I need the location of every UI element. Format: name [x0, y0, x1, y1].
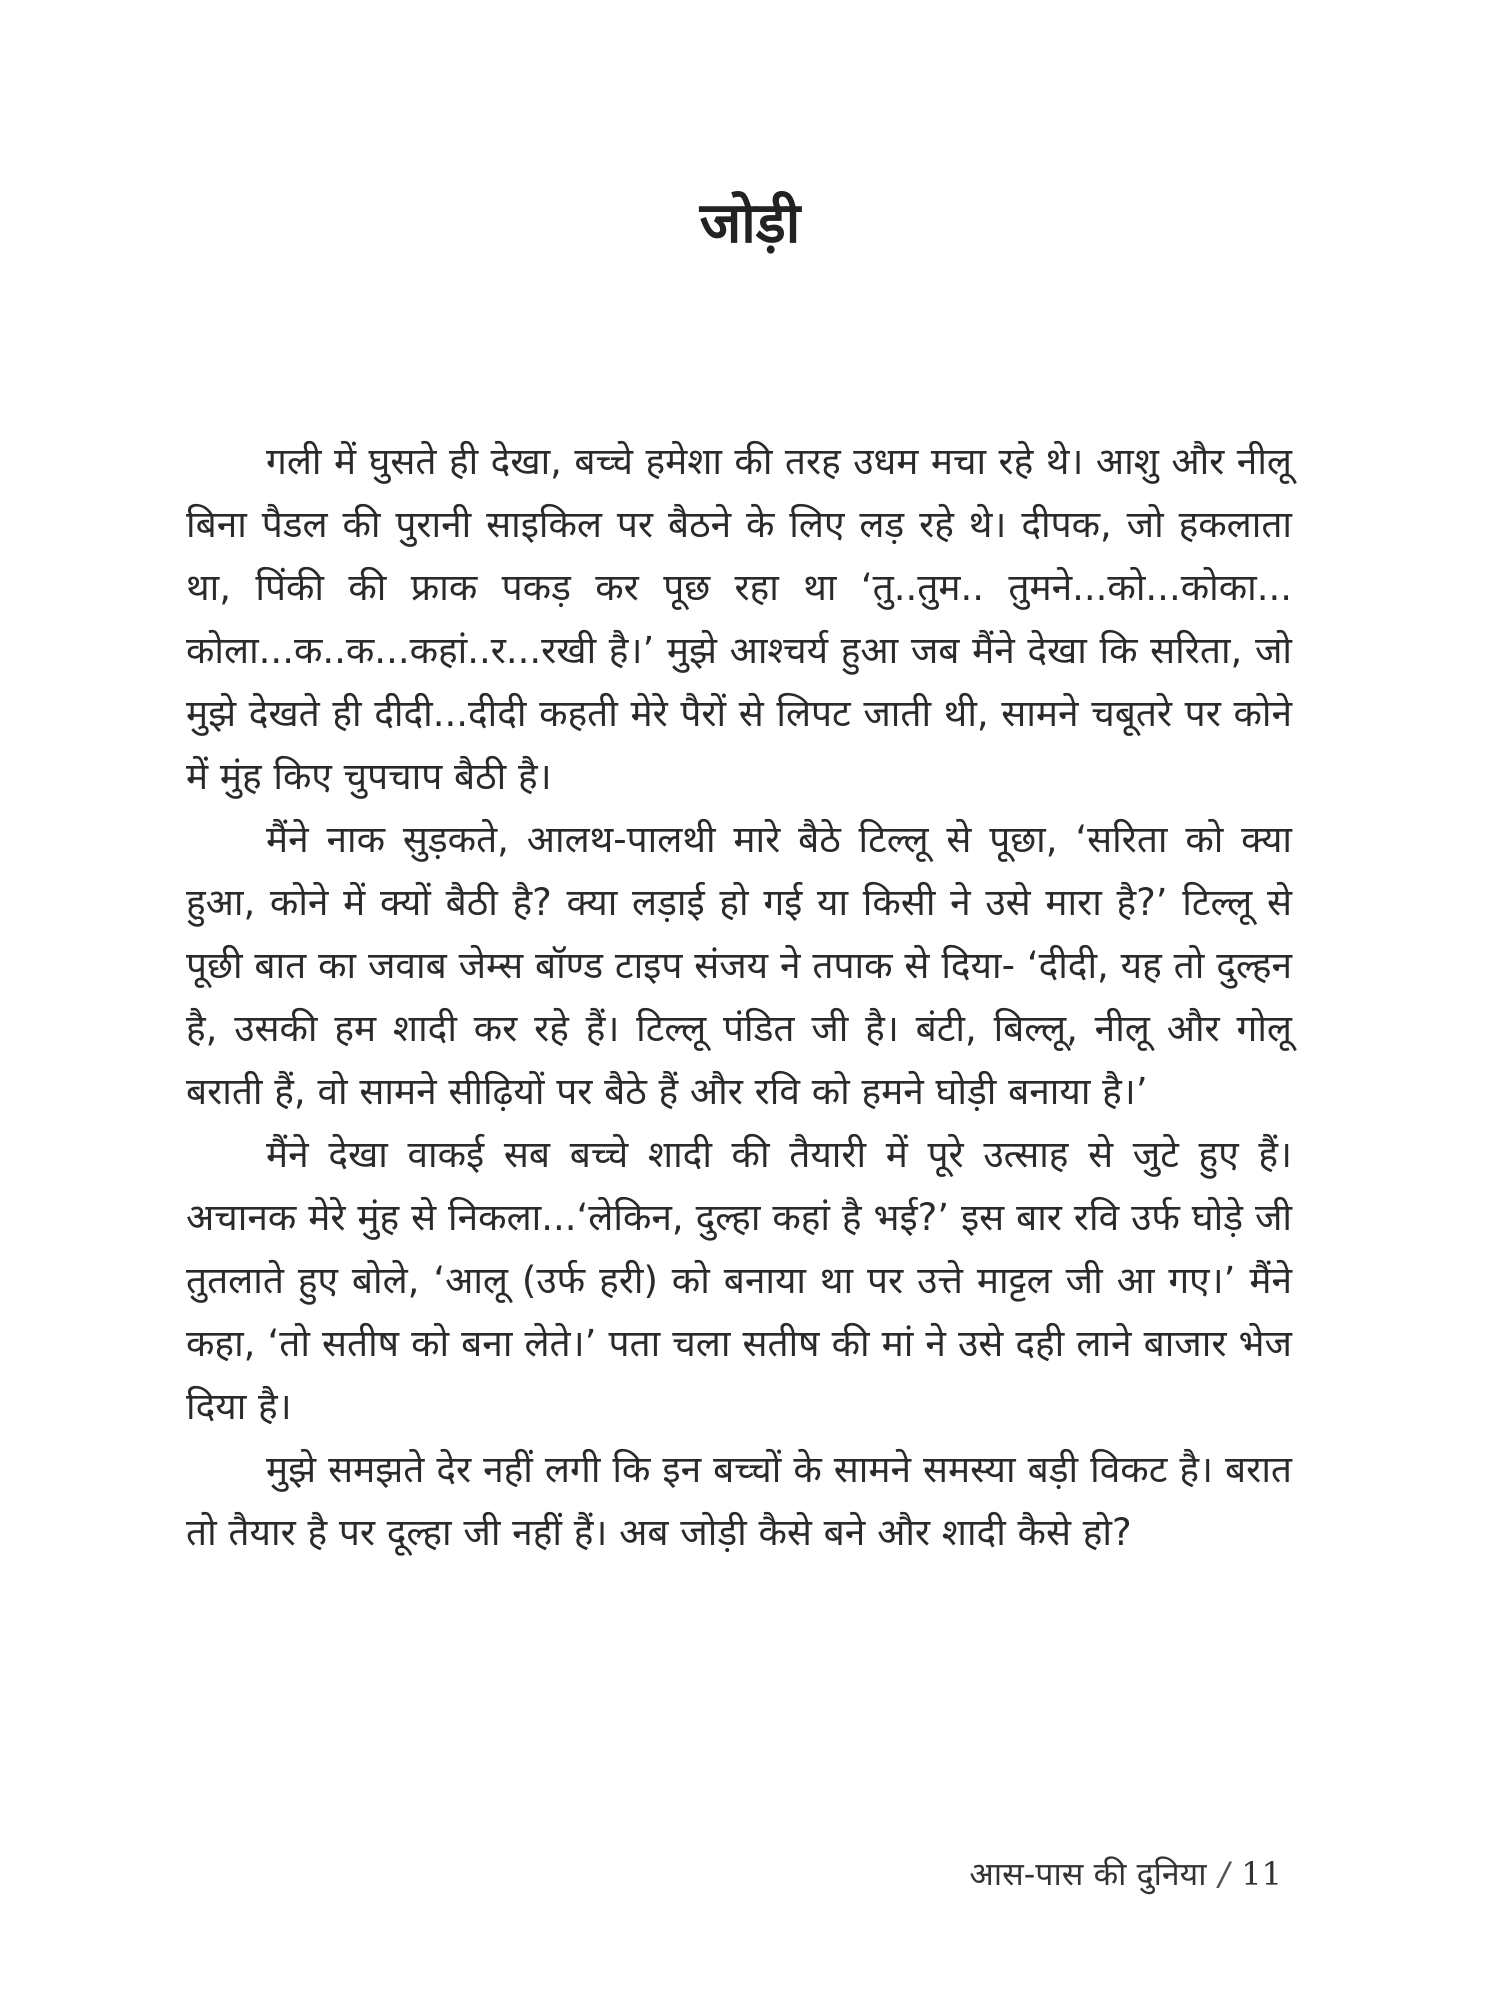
footer-separator: / [1218, 1855, 1230, 1893]
book-title: आस-पास की दुनिया [969, 1855, 1207, 1893]
paragraph-1: गली में घुसते ही देखा, बच्चे हमेशा की तरह उधम मचा रहे थे। आशु और नीलू बिना पैडल की पुरानी साइकिल पर बैठने के लिए लड़ रहे थे। दीपक, जो हकलाता था, पिंकी की फ्राक पकड़ कर पूछ रहा था ‘तु..तुम.. तुमने...को...कोका... कोला...क..क...कहां..र...रखी है।’ मुझे आश्चर्य हुआ जब मैंने देखा कि सरिता, जो मुझे देखते ही दीदी...दीदी कहती मेरे पैरों से लिपट जाती थी, सामने चबूतरे पर कोने में मुंह किए चुपचाप बैठी है। [186, 440, 1292, 798]
paragraph-2: मैंने नाक सुड़कते, आलथ-पालथी मारे बैठे टिल्लू से पूछा, ‘सरिता को क्या हुआ, कोने में क्यों बैठी है? क्या लड़ाई हो गई या किसी ने उसे मारा है?’ टिल्लू से पूछी बात का जवाब जेम्स बॉण्ड टाइप संजय ने तपाक से दिया- ‘दीदी, यह तो दुल्हन है, उसकी हम शादी कर रहे हैं। टिल्लू पंडित जी है। बंटी, बिल्लू, नीलू और गोलू बराती हैं, वो सामने सीढ़ियों पर बैठे हैं और रवि को हमने घोड़ी बनाया है।’ [186, 818, 1292, 1113]
paragraph-4: मुझे समझते देर नहीं लगी कि इन बच्चों के सामने समस्या बड़ी विकट है। बरात तो तैयार है पर दूल्हा जी नहीं हैं। अब जोड़ी कैसे बने और शादी कैसे हो? [186, 1448, 1292, 1554]
story-text [186, 430, 1292, 1564]
chapter-title: जोड़ी [699, 191, 801, 256]
page-footer [969, 1852, 1282, 1896]
page-number: 11 [1241, 1855, 1282, 1893]
paragraph-3: मैंने देखा वाकई सब बच्चे शादी की तैयारी में पूरे उत्साह से जुटे हुए हैं। अचानक मेरे मुंह से निकला...‘लेकिन, दुल्हा कहां है भई?’ इस बार रवि उर्फ घोड़े जी तुतलाते हुए बोले, ‘आलू (उर्फ हरी) को बनाया था पर उत्ते माट्टल जी आ गए।’ मैंने कहा, ‘तो सतीष को बना लेते।’ पता चला सतीष की मां ने उसे दही लाने बाजार भेज दिया है। [186, 1133, 1292, 1428]
